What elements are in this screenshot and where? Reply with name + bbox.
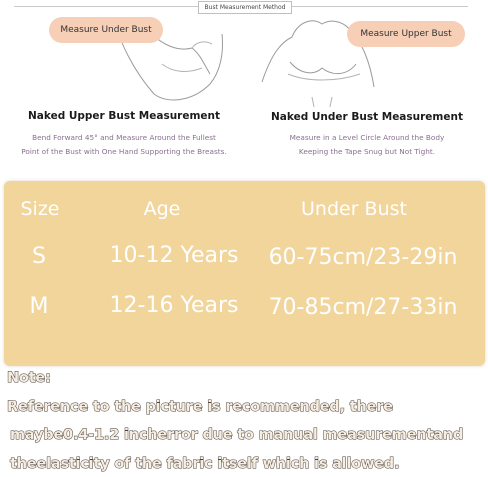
table-cell-under-bust: 70-85cm/27-33in: [268, 295, 458, 320]
measurement-guide: [0, 0, 488, 172]
instruction-line: Measure in a Level Circle Around the Body: [289, 133, 445, 142]
size-chart-table: [4, 181, 485, 366]
table-cell-age: 10-12 Years: [109, 243, 239, 268]
note-title: Note:: [7, 370, 51, 386]
measure-upper-bust-label: Measure Upper Bust: [347, 21, 465, 47]
age-column-header: Age: [143, 198, 181, 220]
upper-bust-instructions: [4, 131, 244, 159]
table-cell-size: S: [32, 244, 46, 269]
size-column-header: Size: [20, 198, 60, 220]
method-title: Bust Measurement Method: [198, 1, 292, 14]
measure-under-bust-label: Measure Under Bust: [49, 17, 163, 43]
under-bust-column-header: Under Bust: [301, 198, 407, 220]
note-line: theelasticity of the fabric itself which is allowed.: [10, 456, 400, 472]
divider: [14, 6, 198, 7]
under-bust-heading: Naked Under Bust Measurement: [271, 111, 463, 123]
table-cell-age: 12-16 Years: [109, 293, 239, 318]
instruction-line: Point of the Bust with One Hand Supporting the Breasts.: [21, 147, 227, 156]
under-bust-instructions: [252, 131, 482, 159]
note-line: Reference to the picture is recommended, there: [7, 399, 393, 415]
upper-bust-heading: Naked Upper Bust Measurement: [28, 110, 221, 122]
divider: [290, 6, 468, 7]
table-cell-under-bust: 60-75cm/23-29in: [268, 245, 458, 270]
instruction-line: Keeping the Tape Snug but Not Tight.: [298, 147, 436, 156]
table-cell-size: M: [29, 294, 49, 319]
note-line: maybe0.4-1.2 incherror due to manual measurementand: [10, 427, 464, 443]
instruction-line: Bend Forward 45° and Measure Around the Fullest: [32, 133, 216, 142]
